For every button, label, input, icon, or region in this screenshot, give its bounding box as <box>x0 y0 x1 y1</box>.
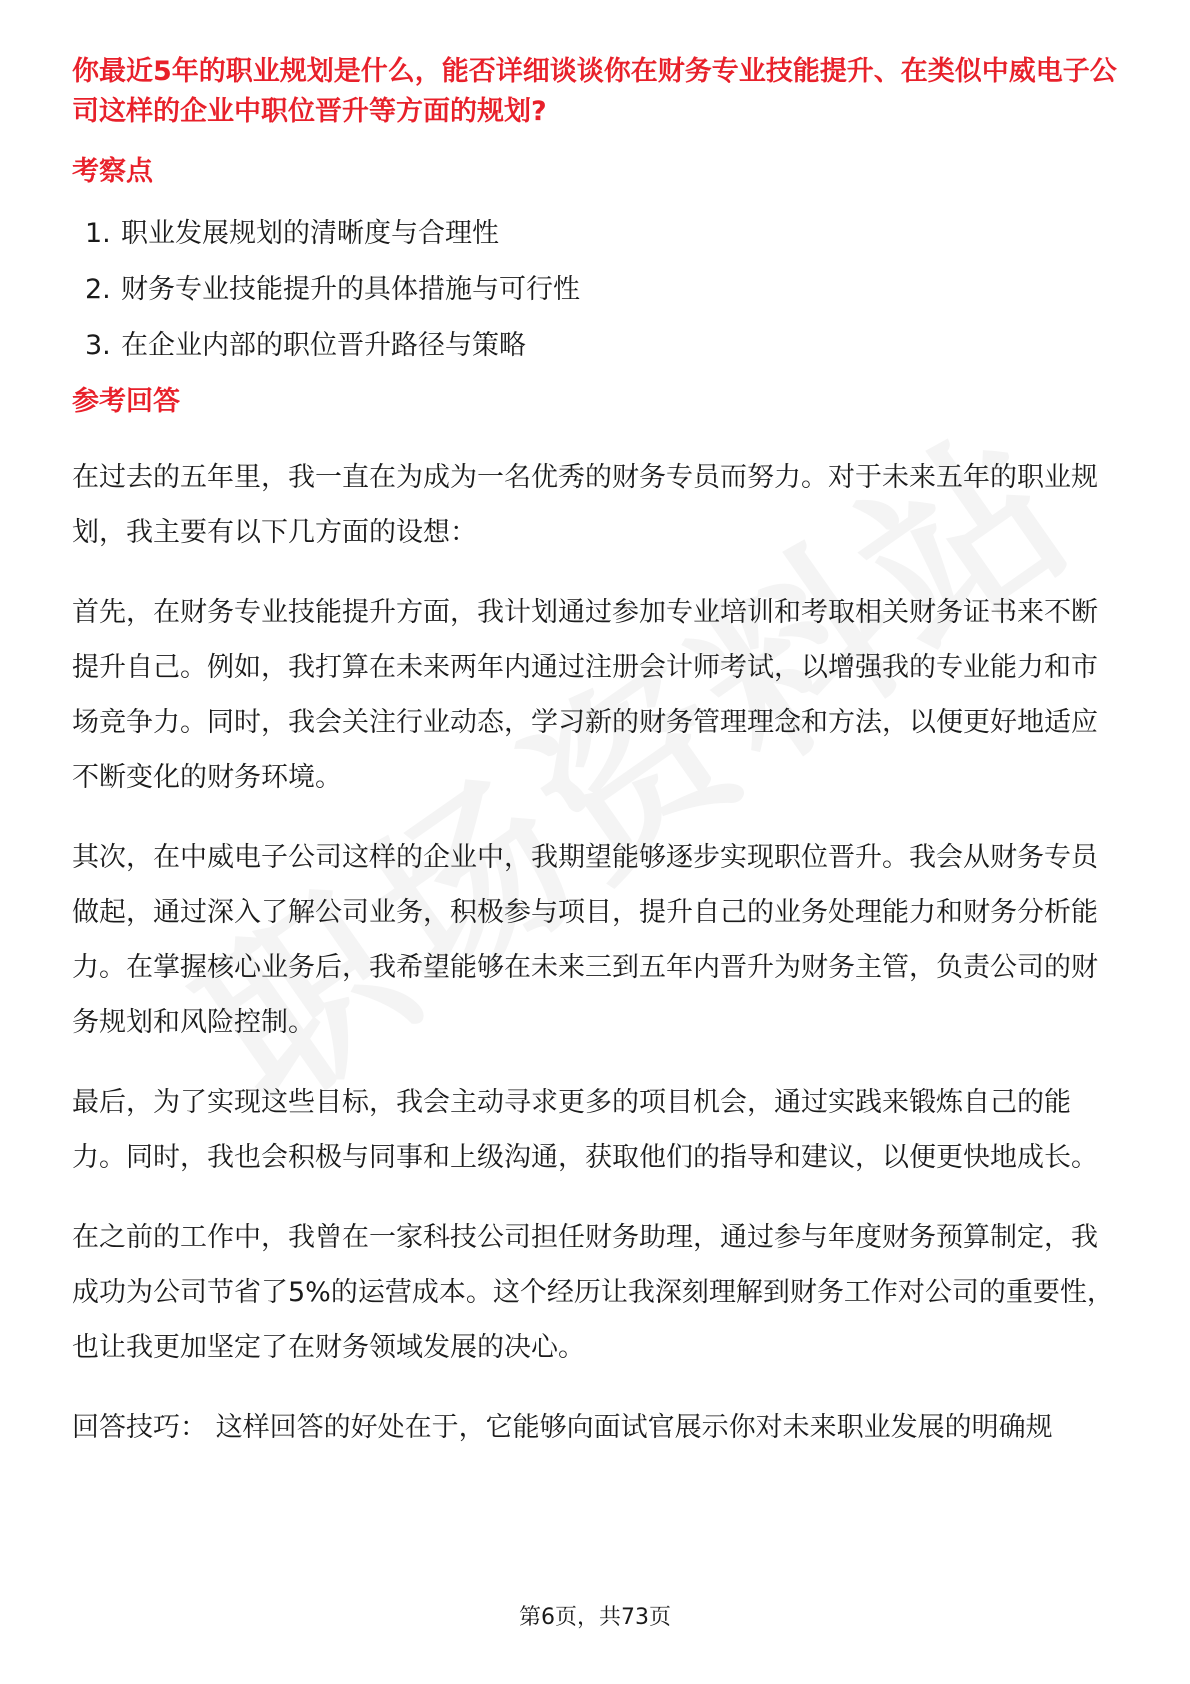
content-area <box>72 52 1122 1455</box>
list-item-text: 职业发展规划的清晰度与合理性 <box>121 218 499 249</box>
answer-paragraph: 其次，在中威电子公司这样的企业中，我期望能够逐步实现职位晋升。我会从财务专员做起，通过深入了解公司业务，积极参与项目，提升自己的业务处理能力和财务分析能力。在掌握核心业务后，我希望能够在未来三到五年内晋升为财务主管，负责公司的财务规划和风险控制。 <box>72 842 1098 1038</box>
list-item-text: 财务专业技能提升的具体措施与可行性 <box>121 274 580 305</box>
list-item <box>72 214 1122 254</box>
list-item-text: 在企业内部的职位晋升路径与策略 <box>121 330 526 361</box>
answer-paragraph: 最后，为了实现这些目标，我会主动寻求更多的项目机会，通过实践来锻炼自己的能力。同时，我也会积极与同事和上级沟通，获取他们的指导和建议，以便更快地成长。 <box>72 1087 1098 1173</box>
answer-paragraph: 在之前的工作中，我曾在一家科技公司担任财务助理，通过参与年度财务预算制定，我成功为公司节省了5%的运营成本。这个经历让我深刻理解到财务工作对公司的重要性，也让我更加坚定了在财务领域发展的决心。 <box>72 1222 1114 1363</box>
answer-paragraph: 在过去的五年里，我一直在为成为一名优秀的财务专员而努力。对于未来五年的职业规划，我主要有以下几方面的设想： <box>72 462 1098 548</box>
exam-points-title: 考察点 <box>72 156 153 187</box>
question-heading: 你最近5年的职业规划是什么，能否详细谈谈你在财务专业技能提升、在类似中威电子公司这样的企业中职位晋升等方面的规划? <box>72 56 1117 127</box>
answer-title: 参考回答 <box>72 386 180 417</box>
list-item-number: 3. <box>85 330 111 361</box>
answer-paragraph: 首先，在财务专业技能提升方面，我计划通过参加专业培训和考取相关财务证书来不断提升自己。例如，我打算在未来两年内通过注册会计师考试，以增强我的专业能力和市场竞争力。同时，我会关注行业动态，学习新的财务管理理念和方法，以便更好地适应不断变化的财务环境。 <box>72 597 1098 793</box>
list-item <box>72 326 1122 366</box>
answer-tips: 回答技巧： 这样回答的好处在于，它能够向面试官展示你对未来职业发展的明确规 <box>72 1412 1053 1443</box>
exam-points-list <box>72 214 1122 366</box>
list-item-number: 2. <box>85 274 111 305</box>
page-number: 第6页，共73页 <box>519 1605 671 1630</box>
list-item <box>72 270 1122 310</box>
list-item-number: 1. <box>85 218 111 249</box>
